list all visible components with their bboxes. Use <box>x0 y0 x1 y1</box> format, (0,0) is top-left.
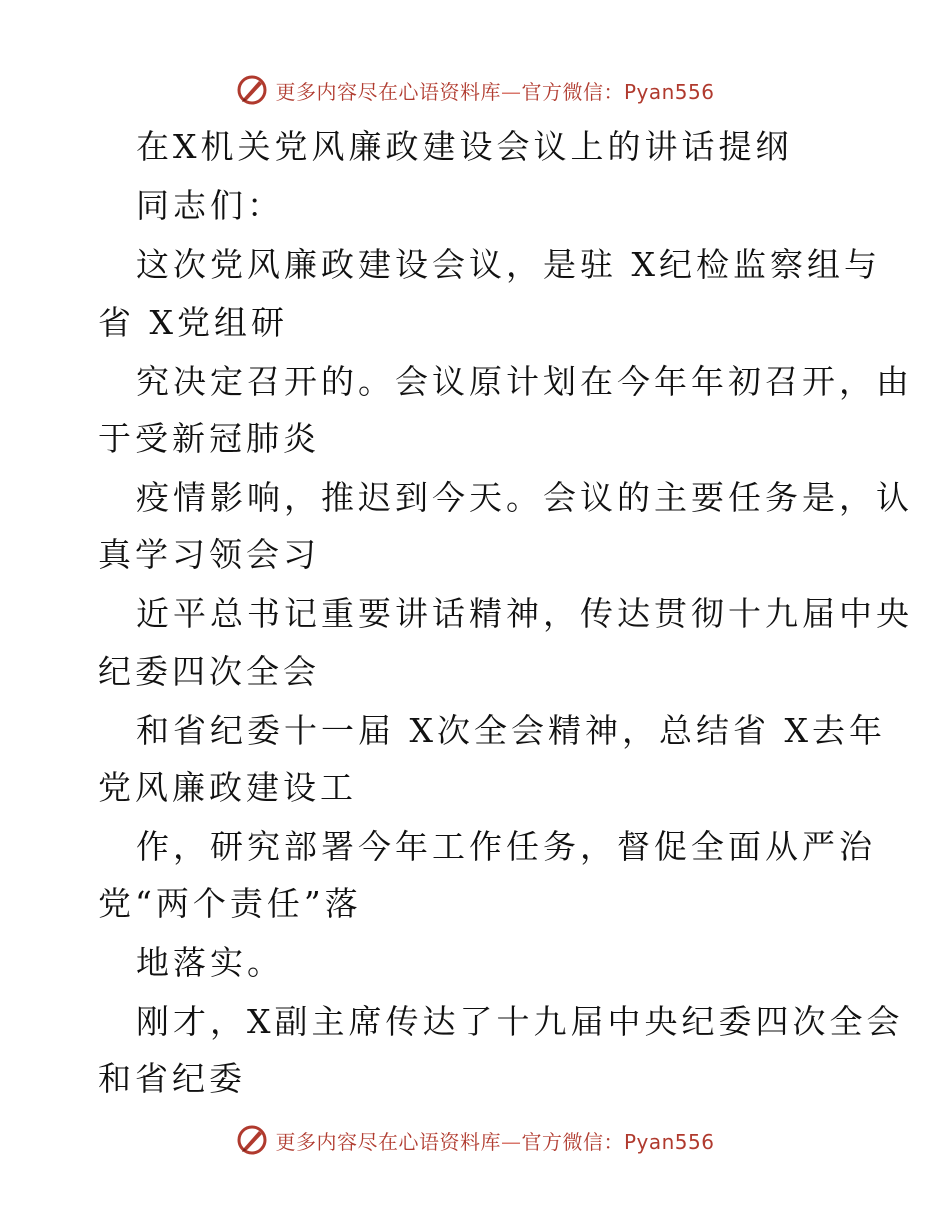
text-line: 地落实。 <box>136 943 284 982</box>
text-line: 这次党风廉政建设会议，是驻 X纪检监察组与 <box>136 245 881 284</box>
text-line: 作，研究部署今年工作任务，督促全面从严治 <box>136 827 876 866</box>
text-line: 刚才，X副主席传达了十九届中央纪委四次全会 <box>136 1002 904 1041</box>
watermark-text: 更多内容尽在心语资料库—官方微信：Pyan556 <box>275 1129 715 1154</box>
watermark-text: 更多内容尽在心语资料库—官方微信：Pyan556 <box>275 79 715 104</box>
text-line: 纪委四次全会 <box>98 652 320 691</box>
pen-circle-logo-icon <box>235 1123 269 1157</box>
text-line: 真学习领会习 <box>98 535 320 574</box>
footer-watermark <box>0 1120 950 1160</box>
text-line: 疫情影响，推迟到今天。会议的主要任务是，认 <box>136 478 913 517</box>
text-line: 于受新冠肺炎 <box>98 419 320 458</box>
text-line: 和省纪委 <box>98 1059 246 1098</box>
document-title: 在X机关党风廉政建设会议上的讲话提纲 <box>136 127 793 166</box>
text-line: 究决定召开的。会议原计划在今年年初召开，由 <box>136 362 913 401</box>
text-line: 和省纪委十一届 X次全会精神，总结省 X去年 <box>136 711 886 750</box>
salutation: 同志们： <box>136 186 284 225</box>
text-line: 省 X党组研 <box>98 303 288 342</box>
header-watermark <box>0 70 950 110</box>
pen-circle-logo-icon <box>235 73 269 107</box>
text-line: 党风廉政建设工 <box>98 768 357 807</box>
text-line: 近平总书记重要讲话精神，传达贯彻十九届中央 <box>136 594 913 633</box>
text-line: 党“两个责任”落 <box>98 884 362 923</box>
